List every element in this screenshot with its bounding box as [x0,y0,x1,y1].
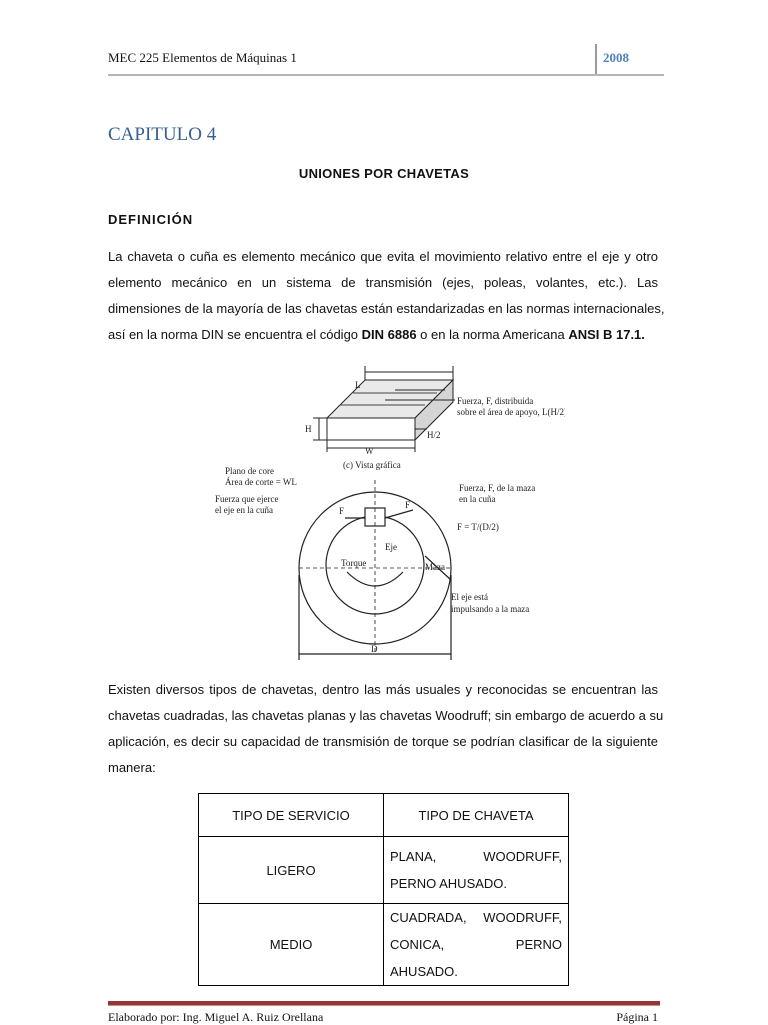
fig-label-eje: Eje [385,542,397,552]
header-year: 2008 [603,50,629,65]
classification-paragraph [108,677,664,781]
fig-label-H: H [305,424,312,434]
din-code: DIN 6886 [361,327,417,342]
key-type-cell: PLANA, WOODRUFF, PERNO AHUSADO. [384,837,569,904]
fig-label-drive-1: El eje está [451,592,488,602]
key-type-cell: CUADRADA, WOODRUFF, CONICA, PERNO AHUSADO. [384,904,569,986]
paragraph-line: aplicación, es decir su capacidad de transmisión de torque se podrían clasificar de la siguiente [108,734,658,749]
fig-label-force-shaft-1: Fuerza que ejerce [215,494,279,504]
fig-label-force-hub-2: en la cuña [459,494,496,504]
fig-formula: F = T/(D/2) [457,522,499,532]
table-header-row [199,794,569,837]
paragraph-line: Existen diversos tipos de chavetas, dentro las más usuales y reconocidas se encuentran las [108,682,658,697]
ansi-code: ANSI B 17.1. [568,327,645,342]
table-row [199,837,569,904]
fig-label-D: D [371,644,378,654]
paragraph-line: manera: [108,760,156,775]
column-header-key-type: TIPO DE CHAVETA [384,794,569,837]
header-course-title: MEC 225 Elementos de Máquinas 1 [108,50,297,65]
fig-label-force-hub-1: Fuerza, F, de la maza [459,483,536,493]
fig-label-force-shaft-2: el eje en la cuña [215,505,273,515]
paragraph-line: chavetas cuadradas, las chavetas planas y las chavetas Woodruff; sin embargo de acuerdo a su [108,708,664,723]
footer-rule [108,1001,660,1006]
paragraph-line: dimensiones de la mayoría de las chavetas están estandarizadas en las normas internacionales, [108,301,665,316]
fig-label-force-top-1: Fuerza, F, distribuida [457,396,534,406]
fig-label-W: W [365,446,374,456]
fig-label-plane-1: Plano de core [225,466,274,476]
service-cell: MEDIO [199,904,384,986]
header-separator [595,44,597,74]
fig-label-F-right: F [405,500,411,510]
fig-label-force-top-2: sobre el área de apoyo, L(H/2) [457,407,565,417]
footer-page-number: Página 1 [616,1010,658,1024]
key-diagram [205,360,565,665]
fig-label-torque: Torque [341,558,367,568]
fig-label-H2: H/2 [427,430,441,440]
fig-caption: (c) Vista gráfica [343,460,401,470]
footer-author: Elaborado por: Ing. Miguel A. Ruiz Orellana [108,1010,324,1024]
fig-label-F-left: F [339,506,345,516]
text-run: o en la norma Americana [416,327,569,342]
paragraph-line: elemento mecánico en un sistema de transmisión (ejes, poleas, volantes, etc.). Las [108,275,658,290]
paragraph-line [108,322,658,348]
header-rule [108,74,664,76]
section-title: UNIONES POR CHAVETAS [298,166,470,181]
table-row [199,904,569,986]
key-diagram-figure [205,360,565,665]
service-cell: LIGERO [199,837,384,904]
chapter-title: CAPITULO 4 [108,124,217,145]
definition-heading: DEFINICIÓN [108,212,194,227]
column-header-service: TIPO DE SERVICIO [199,794,384,837]
fig-label-drive-2: impulsando a la maza [451,604,530,614]
text-run: así en la norma DIN se encuentra el código [108,327,362,342]
fig-label-L: L [355,380,361,390]
fig-label-plane-2: Área de corte = WL [225,477,297,487]
fig-label-maza: Maza [425,562,445,572]
key-type-table [198,793,569,986]
paragraph-line: La chaveta o cuña es elemento mecánico que evita el movimiento relativo entre el eje y otro [108,249,658,264]
definition-paragraph [108,244,665,348]
